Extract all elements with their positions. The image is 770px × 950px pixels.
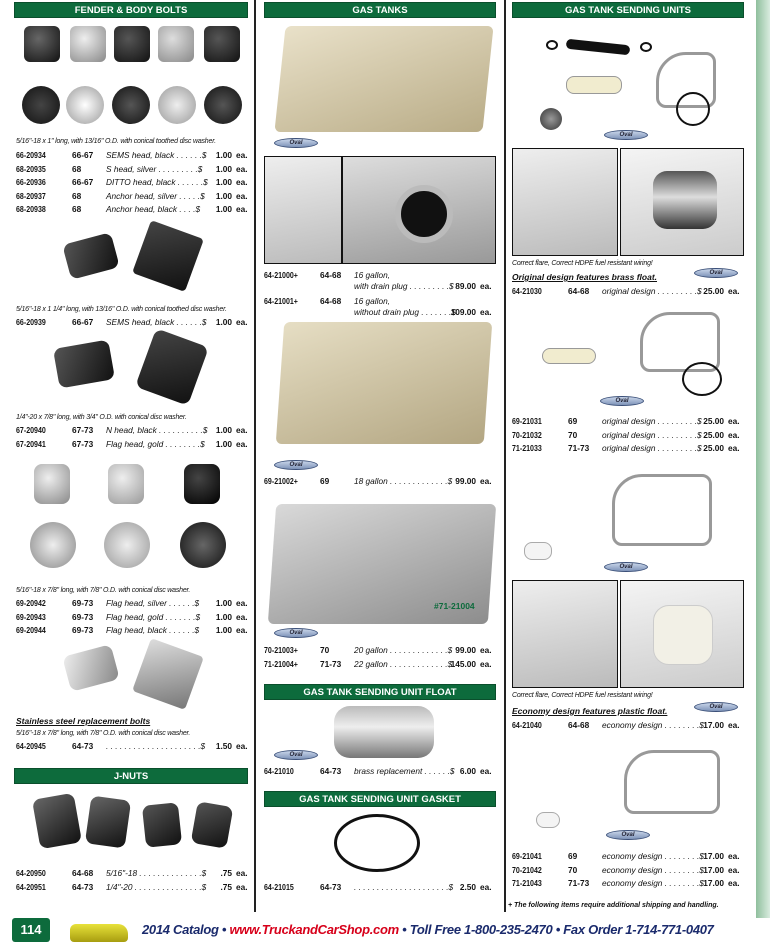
unit: ea. [728,416,740,426]
part-number: 68-20938 [16,204,46,215]
description: Anchor head, black . . . .$ [106,204,201,215]
price-row [264,659,498,673]
part-number: 71-21043 [512,878,542,889]
price: 17.00 [703,851,724,861]
section-header-sending-units: GAS TANK SENDING UNITS [512,2,744,18]
unit: ea. [480,307,492,317]
price-row [16,868,250,882]
unit: ea. [236,177,248,188]
description: brass replacement . . . . . .$ [354,766,455,776]
price: 1.50 [215,741,232,751]
unit: ea. [480,658,492,669]
part-number: 67-20941 [16,438,46,449]
year-range: 69-73 [72,611,94,622]
description: with drain plug . . . . . . . . .$ [354,281,454,291]
fender-bolt-list [16,150,250,218]
section-header-j-nuts: J-NUTS [14,768,248,784]
fax-number: Fax Order 1-714-771-0407 [563,922,714,937]
price-row [16,425,250,439]
oval-badge: Oval [604,130,648,140]
description: 20 gallon . . . . . . . . . . . . .$ [354,645,453,655]
tank-part-label: #71-21004 [434,601,475,611]
gas-tank-list [264,476,498,490]
description: economy design . . . . . . . .$ [602,851,704,861]
page-number: 114 [12,918,50,942]
stainless-subheading: Stainless steel replacement bolts [16,716,151,726]
price-row [264,270,498,296]
fender-bolt-list [16,598,250,639]
price-row [16,204,250,218]
column-divider [254,0,256,912]
description: DITTO head, black . . . . . .$ [106,177,208,188]
part-number: 70-21042 [512,864,542,875]
description: original design . . . . . . . . .$ [602,416,702,426]
drain-plug-photo [264,156,342,264]
year-range: 64-73 [72,741,94,751]
year-range: 64-68 [320,270,342,280]
description: economy design . . . . . . . .$ [602,720,704,730]
description: original design . . . . . . . . .$ [602,429,702,440]
year-range: 67-73 [72,425,94,435]
caption: 5/16"-18 x 7/8" long, with 7/8" O.D. with conical disc washer. [16,730,191,737]
year-range: 70 [320,645,330,655]
unit: ea. [236,190,248,201]
description: 5/16"-18 . . . . . . . . . . . . . .$ [106,868,207,878]
float-photo [334,706,434,758]
unit: ea. [480,882,492,892]
price-row [16,598,250,612]
year-range: 64-68 [72,868,94,878]
oval-badge: Oval [274,750,318,760]
price-row [16,191,250,205]
price: 109.00 [450,307,476,317]
unit: ea. [236,625,248,636]
description: 18 gallon . . . . . . . . . . . . .$ [354,476,453,486]
sending-unit-list [512,416,748,457]
price-row [512,430,748,444]
price: 1.00 [215,150,232,160]
unit: ea. [728,286,740,296]
section-header-float: GAS TANK SENDING UNIT FLOAT [264,684,496,700]
description: 22 gallon . . . . . . . . . . . . .$ [354,658,453,669]
price-row [16,177,250,191]
description: . . . . . . . . . . . . . . . . . . . . .$ [354,882,454,892]
year-range: 68 [72,204,82,215]
unit: ea. [236,881,248,892]
caption: 5/16"-18 x 1" long, with 13/16" O.D. with conical toothed disc washer. [16,138,216,145]
price-row [512,878,748,892]
year-range: 64-68 [568,720,590,730]
price: 2.50 [459,882,476,892]
price: 1.00 [215,317,232,327]
oval-badge: Oval [600,396,644,406]
year-range: 64-73 [72,881,94,892]
price-row [264,766,498,780]
price: 89.00 [455,281,476,291]
part-number: 64-21010 [264,766,294,776]
part-number: 71-21004+ [264,658,298,669]
unit: ea. [236,598,248,608]
year-range: 64-73 [320,882,342,892]
plastic-float-photo [620,580,744,688]
part-number: 67-20940 [16,425,46,435]
price: 25.00 [703,286,724,296]
price-row [512,416,748,430]
price-row [264,476,498,490]
price-row [16,439,250,453]
truck-logo-icon [70,924,128,942]
part-number: 68-20935 [16,163,46,174]
description: original design . . . . . . . . .$ [602,286,702,296]
stainless-bolt-list [16,741,250,755]
gasket-photo [334,814,420,872]
caption: 1/4"-20 x 7/8" long, with 3/4" O.D. with conical disc washer. [16,414,187,421]
unit: ea. [728,878,740,889]
price: 99.00 [455,476,476,486]
year-range: 67-73 [72,438,94,449]
unit: ea. [480,476,492,486]
price-row [16,164,250,178]
part-number: 64-20950 [16,868,46,878]
part-number: 70-21032 [512,429,542,440]
price: 145.00 [450,658,476,669]
price: 17.00 [703,864,724,875]
part-number: 70-21003+ [264,645,298,655]
price: 25.00 [703,443,724,454]
price: 1.00 [215,611,232,622]
catalog-label: 2014 Catalog [142,922,219,937]
unit: ea. [728,443,740,454]
price: 1.00 [215,598,232,608]
part-number: 66-20939 [16,317,46,327]
description: Flag head, black . . . . . .$ [106,625,200,636]
year-range: 66-67 [72,317,94,327]
unit: ea. [728,720,740,730]
part-number: 64-21000+ [264,270,298,280]
part-number: 69-21002+ [264,476,298,486]
caption: 5/16"-18 x 1 1/4" long, with 13/16" O.D. with conical toothed disc washer. [16,306,227,313]
part-number: 69-20944 [16,625,46,636]
oval-badge: Oval [604,562,648,572]
description: economy design . . . . . . . .$ [602,878,704,889]
year-range: 69-73 [72,598,94,608]
section-header-gasket: GAS TANK SENDING UNIT GASKET [264,791,496,807]
shipping-note: + The following items require additional shipping and handling. [508,902,719,909]
sending-unit-list [512,851,748,892]
sending-unit-list [512,720,748,734]
description: . . . . . . . . . . . . . . . . . . . . .$ [106,741,206,751]
unit: ea. [728,429,740,440]
unit: ea. [236,150,248,160]
brass-float-photo [620,148,744,256]
float-list [264,766,498,780]
oval-badge: Oval [694,268,738,278]
description: 16 gallon, [354,296,390,306]
oval-badge: Oval [274,460,318,470]
description: Anchor head, silver . . . . .$ [106,190,205,201]
description: Flag head, gold . . . . . . .$ [106,611,201,622]
year-range: 68 [72,163,82,174]
price: 25.00 [703,429,724,440]
description: SEMS head, black . . . . . .$ [106,317,207,327]
year-range: 69 [568,851,578,861]
oval-badge: Oval [274,628,318,638]
year-range: 69-73 [72,625,94,636]
column-divider [504,0,506,912]
year-range: 71-73 [320,658,342,669]
price: 1.00 [215,204,232,215]
footer [0,912,770,950]
part-number: 69-20942 [16,598,46,608]
year-range: 68 [72,190,82,201]
unit: ea. [728,851,740,861]
sending-unit-list [512,286,748,300]
description: without drain plug . . . . . . .$ [354,307,456,317]
price-row [16,741,250,755]
part-number: 64-21040 [512,720,542,730]
original-design-subheading: Original design features brass float. [512,272,658,282]
j-nuts-list [16,868,250,895]
footer-contact-line: 2014 Catalog • www.TruckandCarShop.com • Toll Free 1-800-235-2470 • Fax Order 1-714-771-0407 [142,922,714,937]
unit: ea. [236,425,248,435]
price: 1.00 [215,177,232,188]
year-range: 66-67 [72,150,94,160]
part-number: 64-21030 [512,286,542,296]
year-range: 64-68 [320,296,342,306]
price: 25.00 [703,416,724,426]
caption: 5/16"-18 x 7/8" long, with 7/8" O.D. with conical disc washer. [16,587,191,594]
section-header-gas-tanks: GAS TANKS [264,2,496,18]
gasket-list [264,882,498,896]
description: 1/4"-20 . . . . . . . . . . . . . . .$ [106,881,207,892]
unit: ea. [236,204,248,215]
year-range: 69 [568,416,578,426]
website-link[interactable]: www.TruckandCarShop.com [229,922,399,937]
price: 6.00 [459,766,476,776]
price-row [16,612,250,626]
caption: Correct flare, Correct HDPE fuel resistant wiring! [512,260,653,267]
price-row [16,150,250,164]
caption: Correct flare, Correct HDPE fuel resistant wiring! [512,692,653,699]
part-number: 64-20951 [16,881,46,892]
part-number: 64-20945 [16,741,46,751]
price-row [16,882,250,896]
sending-unit-flare-photo [512,580,618,688]
year-range: 70 [568,864,578,875]
oval-badge: Oval [606,830,650,840]
gas-tank-list [264,270,498,322]
price-row [512,851,748,865]
part-number: 68-20937 [16,190,46,201]
part-number: 64-21001+ [264,296,298,306]
price: .75 [220,868,232,878]
part-number: 66-20936 [16,177,46,188]
price-row [264,296,498,322]
fender-bolt-list [16,317,250,331]
price-row [512,443,748,457]
description: original design . . . . . . . . .$ [602,443,702,454]
toll-free-number: Toll Free 1-800-235-2470 [409,922,553,937]
price: 1.00 [215,163,232,174]
section-header-fender-body-bolts: FENDER & BODY BOLTS [14,2,248,18]
gas-tank-photo [276,322,493,444]
fender-bolt-list [16,425,250,452]
price: 1.00 [215,625,232,636]
part-number: 69-21031 [512,416,542,426]
price: 1.00 [215,190,232,201]
page-edge-stripe [756,0,770,918]
part-number: 69-21041 [512,851,542,861]
unit: ea. [236,438,248,449]
year-range: 69 [320,476,330,486]
unit: ea. [236,741,248,751]
oval-badge: Oval [274,138,318,148]
price-row [264,645,498,659]
price: 1.00 [215,425,232,435]
description: 16 gallon, [354,270,390,280]
description: Flag head, silver . . . . . .$ [106,598,200,608]
price-row [512,286,748,300]
unit: ea. [480,645,492,655]
part-number: 66-20934 [16,150,46,160]
part-number: 64-21015 [264,882,294,892]
price: .75 [220,881,232,892]
year-range: 71-73 [568,878,590,889]
price: 17.00 [703,878,724,889]
price-row [512,865,748,879]
unit: ea. [236,611,248,622]
price-row [512,720,748,734]
year-range: 71-73 [568,443,590,454]
unit: ea. [236,868,248,878]
description: SEMS head, black . . . . . .$ [106,150,207,160]
economy-design-subheading: Economy design features plastic float. [512,706,668,716]
description: Flag head, gold . . . . . . . .$ [106,438,205,449]
price: 99.00 [455,645,476,655]
unit: ea. [480,281,492,291]
gas-tank-list [264,645,498,672]
description: economy design . . . . . . . .$ [602,864,704,875]
year-range: 66-67 [72,177,94,188]
description: N head, black . . . . . . . . . .$ [106,425,208,435]
unit: ea. [480,766,492,776]
gas-tank-photo [274,26,493,132]
description: S head, silver . . . . . . . . .$ [106,163,203,174]
price-row [16,317,250,331]
year-range: 64-68 [568,286,590,296]
unit: ea. [236,163,248,174]
part-number: 69-20943 [16,611,46,622]
oval-badge: Oval [694,702,738,712]
tank-opening-photo [342,156,496,264]
price: 1.00 [215,438,232,449]
price-row [264,882,498,896]
sending-unit-flare-photo [512,148,618,256]
year-range: 70 [568,429,578,440]
year-range: 64-73 [320,766,342,776]
unit: ea. [728,864,740,875]
price-row [16,625,250,639]
part-number: 71-21033 [512,443,542,454]
unit: ea. [236,317,248,327]
price: 17.00 [703,720,724,730]
